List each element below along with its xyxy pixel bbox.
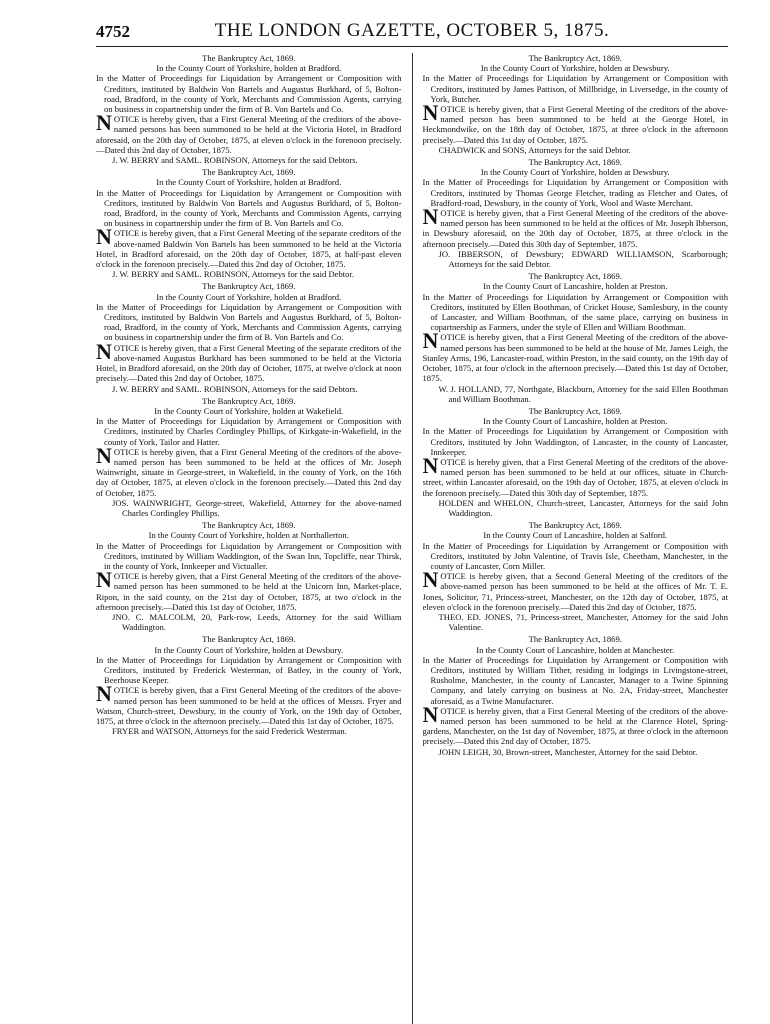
signature: THEO. ED. JONES, 71, Princess-street, Manchester, Attorney for the said John Valentine. — [438, 611, 728, 633]
notice — [96, 396, 402, 518]
matter-text: In the Matter of Proceedings for Liquidation by Arrangement or Composition with Creditors, instituted by James Pattison, of Millbridge, in Liversedge, in the county of York, Butcher. — [422, 73, 728, 104]
page-header — [96, 20, 728, 47]
notice — [96, 167, 402, 279]
signature: J. W. BERRY and SAML. ROBINSON, Attorneys for the said Debtor. — [112, 269, 354, 280]
notice-body-text: OTICE is hereby given, that a First General Meeting of the creditors of the above-named person has been summoned to be held at our offices, situate in Church-street, within Lancaster aforesaid, on the 19th day of October, 1875, at eleven o'clock in the forenoon precisely.—Dated this 30th day of September, 1875. — [422, 456, 728, 498]
column-divider — [412, 53, 413, 1024]
notice-body — [96, 681, 402, 726]
signature: JOS. WAINWRIGHT, George-street, Wakefield, Attorney for the above-named Charles Cordingley Phillips. — [112, 497, 402, 518]
notice-body-text: OTICE is hereby given, that a Second General Meeting of the creditors of the above-named person has been summoned to be held at the offices of Mr. T. E. Jones, Solicitor, 71, Princess-street, Manchester, on the 12th day of October, 1875, at eleven o'clock in the forenoon precisely.—Dated this 2nd day of October, 1875. — [422, 571, 728, 612]
signature: FRYER and WATSON, Attorneys for the said Frederick Westerman. — [112, 726, 347, 737]
notice — [96, 634, 402, 736]
drop-cap: N — [422, 452, 439, 478]
notice-body-text: OTICE is hereby given, that a First General Meeting of the creditors of the above-named person has been summoned to be held at the offices of Mr. Joseph Ibberson, in Dewsbury aforesaid, on the 20th day of October, 1875, at three o'clock in the afternoon precisely.—Dated this 30th day of September, 1875. — [422, 208, 728, 249]
notice-body-text: OTICE is hereby given, that a First General Meeting of the creditors of the above-named persons has been summoned to be held at the Victoria Hotel, in Bradford aforesaid, on the 20th day of October, 1875, at eleven o'clock in the forenoon precisely.—Dated this 2nd day of October, 1875. — [96, 114, 402, 155]
court-heading: In the County Court of Yorkshire, holden at Bradford. — [156, 177, 342, 188]
notice — [423, 520, 729, 632]
notice-body-text: OTICE is hereby given, that a First General Meeting of the separate creditors of the above-named Augustus Burkhard has been summoned to be held at the Victoria Hotel, in Bradford aforesaid, on the 20th day of October, 1875, at twelve o'clock at noon precisely.—Dated this 2nd day of October, 1875. — [96, 342, 402, 384]
matter-text: In the Matter of Proceedings for Liquidation by Arrangement or Composition with Creditors, instituted by Charles Cordingley Phillips, of Kirkgate-in-Wakefield, in the county of York, Tailor and Hatter. — [96, 416, 402, 447]
notice-body — [96, 224, 402, 270]
page-title: THE LONDON GAZETTE, OCTOBER 5, 1875. — [214, 20, 610, 41]
notice — [423, 634, 729, 756]
act-heading: The Bankruptcy Act, 1869. — [202, 520, 296, 531]
act-heading: The Bankruptcy Act, 1869. — [528, 53, 622, 63]
drop-cap: N — [96, 338, 112, 364]
act-heading: The Bankruptcy Act, 1869. — [528, 157, 622, 168]
court-heading: In the County Court of Yorkshire, holden at Wakefield. — [154, 405, 344, 416]
notice-body-text: OTICE is hereby given, that a First General Meeting of the creditors of the above-named person has been summoned to be held at the George Hotel, in Heckmondwike, on the 18th day of October, 1875, at three o'clock in the afternoon precisely.—Dated this 1st day of October, 1875. — [422, 104, 728, 145]
court-heading: In the County Court of Yorkshire, holden at Dewsbury. — [480, 63, 670, 74]
matter-text: In the Matter of Proceedings for Liquidation by Arrangement or Composition with Creditors, instituted by Ellen Boothman, of Cricket House, Samlesbury, in the county of Lancaster, and William Boothman, of the same place, carrying on business in copartnership as Farmers, under the style of Ellen and William Boothman. — [422, 291, 728, 333]
signature: JOHN LEIGH, 30, Brown-street, Manchester, Attorney for the said Debtor. — [438, 746, 698, 757]
act-heading: The Bankruptcy Act, 1869. — [528, 271, 622, 282]
court-heading: In the County Court of Yorkshire, holden at Bradford. — [156, 63, 342, 74]
act-heading: The Bankruptcy Act, 1869. — [202, 395, 296, 406]
notice-body — [422, 701, 729, 747]
page-number: 4752 — [96, 22, 130, 41]
drop-cap: N — [96, 442, 112, 468]
notice-body — [422, 567, 729, 612]
act-heading: The Bankruptcy Act, 1869. — [202, 634, 296, 645]
court-heading: In the County Court of Lancashire, holden at Preston. — [483, 281, 668, 292]
drop-cap: N — [422, 701, 439, 727]
notice — [423, 157, 729, 269]
court-heading: In the County Court of Yorkshire, holden at Dewsbury. — [154, 644, 344, 655]
court-heading: In the County Court of Yorkshire, holden at Dewsbury. — [480, 167, 670, 178]
notice-body-text: OTICE is hereby given, that a First General Meeting of the creditors of the above-named person has been summoned to be held at the offices of Messrs. Fryer and Watson, Church-street, Dewsbury, in the county of York, on the 19th day of October, 1875, at three o'clock in the afternoon precisely.—Dated this 1st day of October, 1875. — [96, 685, 402, 726]
act-heading: The Bankruptcy Act, 1869. — [202, 53, 296, 63]
notice — [423, 271, 729, 404]
matter-text: In the Matter of Proceedings for Liquidation by Arrangement or Composition with Creditors, instituted by Baldwin Von Bartels and Augustus Burkhard, of 5, Bolton-road, Bradford, in the county of York, Merchants and Commission Agents, carrying on business in copartnership under the firm of B. Von Bartels and Co. — [96, 187, 402, 229]
notice-body — [96, 442, 402, 498]
court-heading: In the County Court of Lancashire, holden at Manchester. — [476, 644, 675, 655]
notice-body-text: OTICE is hereby given, that a First General Meeting of the creditors of the above-named person has been summoned to be held at the Clarence Hotel, Spring-gardens, Manchester, on the 1st day of November, 1875, at three o'clock in the afternoon precisely.—Dated this 2nd day of October, 1875. — [422, 705, 728, 747]
matter-text: In the Matter of Proceedings for Liquidation by Arrangement or Composition with Creditors, instituted by Baldwin Von Bartels and Augustus Burkhard, of 5, Bolton-road, Bradford, in the county of York, Merchants and Commission Agents, carrying on business in copartnership under the firm of B. Von Bartels and Co. — [96, 301, 402, 343]
matter-text: In the Matter of Proceedings for Liquidation by Arrangement or Composition with Creditors, instituted by John Valentine, of Travis Isle, Cheetham, Manchester, in the county of Lancaster, Corn Miller. — [422, 540, 728, 571]
left-column — [96, 53, 402, 1024]
act-heading: The Bankruptcy Act, 1869. — [528, 405, 622, 416]
matter-text: In the Matter of Proceedings for Liquidation by Arrangement or Composition with Creditors, instituted by William Tither, residing in lodgings in Livingstone-street, Rusholme, Manchester, in the county of Lancaster, Manager to a Twine Spinning Company, and lately carrying on business at No. 2A, Friday-street, Manchester aforesaid, as a Twine Manufacturer. — [422, 654, 728, 706]
notice — [96, 281, 402, 393]
court-heading: In the County Court of Yorkshire, holden at Bradford. — [156, 291, 342, 302]
drop-cap: N — [96, 110, 112, 136]
columns — [96, 53, 728, 1024]
act-heading: The Bankruptcy Act, 1869. — [528, 520, 622, 531]
matter-text: In the Matter of Proceedings for Liquidation by Arrangement or Composition with Creditors, instituted by William Waddington, of the Swan Inn, Topcliffe, near Thirsk, in the county of York, Innkeeper and Victualler. — [96, 540, 402, 571]
drop-cap: N — [422, 567, 439, 593]
drop-cap: N — [422, 328, 439, 354]
notice-body-text: OTICE is hereby given, that a First General Meeting of the creditors of the above-named person has been summoned to be held at the Unicorn Inn, Market-place, Ripon, in the said county, on the 21st day of October, 1875, at two o'clock in the afternoon precisely.—Dated this 1st day of October, 1875. — [96, 571, 402, 612]
notice-body — [422, 100, 729, 145]
notice-body — [422, 204, 729, 249]
notice-body — [96, 338, 402, 384]
signature: J. W. BERRY and SAML. ROBINSON, Attorneys for the said Debtors. — [112, 155, 358, 166]
right-column — [423, 53, 729, 1024]
notice — [423, 406, 729, 518]
court-heading: In the County Court of Yorkshire, holden at Northallerton. — [148, 530, 349, 541]
matter-text: In the Matter of Proceedings for Liquidation by Arrangement or Composition with Creditors, instituted by Baldwin Von Bartels and Augustus Burkhard, of 5, Bolton-road, Bradford, in the county of York, Merchants and Commission Agents, carrying on business in copartnership under the firm of B. Von Bartels and Co. — [96, 73, 402, 115]
act-heading: The Bankruptcy Act, 1869. — [202, 281, 296, 292]
signature: JO. IBBERSON, of Dewsbury; EDWARD WILLIAMSON, Scarborough; Attorneys for the said Debtor. — [438, 248, 728, 270]
signature: W. J. HOLLAND, 77, Northgate, Blackburn, Attorney for the said Ellen Boothman and William Boothman. — [438, 383, 728, 404]
signature: JNO. C. MALCOLM, 20, Park-row, Leeds, Attorney for the said William Waddington. — [112, 611, 402, 633]
matter-text: In the Matter of Proceedings for Liquidation by Arrangement or Composition with Creditors, instituted by John Waddington, of Lancaster, in the county of Lancaster, Innkeeper. — [422, 426, 728, 457]
drop-cap: N — [422, 100, 439, 126]
notice-body — [96, 110, 402, 155]
court-heading: In the County Court of Lancashire, holden at Preston. — [483, 416, 668, 427]
drop-cap: N — [96, 567, 112, 593]
drop-cap: N — [96, 681, 112, 707]
court-heading: In the County Court of Lancashire, holden at Salford. — [483, 530, 668, 541]
matter-text: In the Matter of Proceedings for Liquidation by Arrangement or Composition with Creditors, instituted by Frederick Westerman, of Batley, in the county of York, Beerhouse Keeper. — [96, 654, 402, 686]
signature: HOLDEN and WHELON, Church-street, Lancaster, Attorneys for the said John Waddington. — [438, 497, 728, 518]
notice — [96, 53, 402, 165]
notice-body-text: OTICE is hereby given, that a First General Meeting of the creditors of the above-named persons has been summoned to be held at the house of Mr. James Leigh, the Stanley Arms, 196, Lancaster-road, within Preston, in the said county, on the 19th day of October, 1875, at four o'clock in the afternoon precisely.—Dated this 1st day of October, 1875. — [422, 332, 728, 384]
notice-body-text: OTICE is hereby given, that a First General Meeting of the separate creditors of the above-named Baldwin Von Bartels has been summoned to be held at the Victoria Hotel, in Bradford aforesaid, on the 20th day of October, 1875, at half-past eleven o'clock in the forenoon precisely.—Dated this 2nd day of October, 1875. — [96, 228, 402, 270]
notice-body — [422, 328, 729, 384]
drop-cap: N — [96, 224, 112, 250]
signature: CHADWICK and SONS, Attorneys for the said Debtor. — [438, 144, 631, 155]
notice-body — [96, 567, 402, 612]
notice — [423, 53, 729, 155]
drop-cap: N — [422, 204, 439, 230]
act-heading: The Bankruptcy Act, 1869. — [528, 634, 622, 645]
signature: J. W. BERRY and SAML. ROBINSON, Attorneys for the said Debtors. — [112, 383, 358, 394]
notice-body — [422, 452, 729, 498]
notice-body-text: OTICE is hereby given, that a First General Meeting of the creditors of the above-named person has been summoned to be held at the offices of Mr. Joseph Wainwright, situate in George-street, in Wakefield, in the county of York, on the 16th day of October, 1875, at eleven o'clock in the forenoon precisely.—Dated this 2nd day of October, 1875. — [96, 446, 402, 498]
notice — [96, 520, 402, 632]
act-heading: The Bankruptcy Act, 1869. — [202, 167, 296, 178]
matter-text: In the Matter of Proceedings for Liquidation by Arrangement or Composition with Creditors, instituted by Thomas George Fletcher, trading as Fletcher and Oates, of Bradford-road, Dewsbury, in the county of York, Wool and Waste Merchant. — [422, 177, 728, 208]
